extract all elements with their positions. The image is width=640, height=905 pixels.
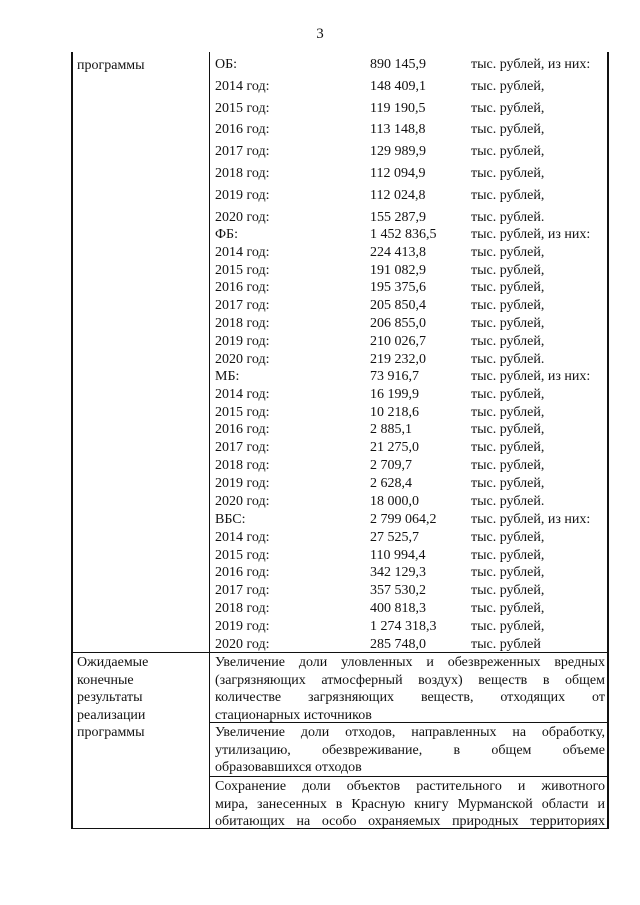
row-value: 205 850,4	[370, 298, 426, 314]
row-unit: тыс. рублей,	[471, 280, 545, 296]
row-value: 285 748,0	[370, 636, 426, 652]
funding-year-row	[215, 582, 605, 600]
result-line: Увеличение доли уловленных и обезвреженных вредных	[215, 655, 605, 670]
row-unit: тыс. рублей,	[471, 475, 545, 491]
row-label: 2016 год:	[215, 565, 270, 581]
row-label: 2015 год:	[215, 547, 270, 563]
row-value: 1 274 318,3	[370, 618, 437, 634]
funding-year-row	[215, 493, 605, 511]
row-label: ВБС:	[215, 512, 246, 527]
funding-year-row	[215, 262, 605, 280]
result-item	[215, 654, 605, 724]
funding-source-row	[215, 511, 605, 529]
row-value: 2 628,4	[370, 475, 412, 491]
row-value: 112 094,9	[370, 166, 426, 181]
row-unit: тыс. рублей,	[471, 333, 545, 349]
row-value: 155 287,9	[370, 209, 426, 225]
funding-year-row	[215, 439, 605, 457]
row-unit: тыс. рублей, из них:	[471, 512, 591, 527]
funding-year-row	[215, 244, 605, 262]
row-value: 129 989,9	[370, 144, 426, 160]
row-unit: тыс. рублей,	[471, 618, 545, 634]
row-unit: тыс. рублей,	[471, 440, 545, 456]
funding-year-row	[215, 315, 605, 333]
funding-year-row	[215, 547, 605, 565]
row-label: 2015 год:	[215, 262, 270, 278]
row-label: ФБ:	[215, 227, 238, 242]
row-value: 342 129,3	[370, 565, 426, 581]
row-label: 2017 год:	[215, 298, 270, 314]
funding-year-row	[215, 475, 605, 493]
row-label: 2019 год:	[215, 475, 270, 491]
row-value: 2 885,1	[370, 422, 412, 438]
result-line: (загрязняющих атмосферный воздух) веществ в общем	[215, 672, 605, 688]
row-label: 2020 год:	[215, 493, 270, 509]
row-unit: тыс. рублей,	[471, 100, 545, 116]
results-label-line: конечные	[77, 672, 134, 688]
row-unit: тыс. рублей, из них:	[471, 227, 591, 242]
results-label	[77, 654, 207, 742]
funding-year-row	[215, 351, 605, 369]
results-label-line: программы	[77, 725, 145, 740]
funding-year-row	[215, 404, 605, 422]
row-label: 2018 год:	[215, 458, 270, 473]
row-value: 112 024,8	[370, 187, 426, 203]
row-unit: тыс. рублей.	[471, 351, 545, 367]
row-value: 195 375,6	[370, 280, 426, 296]
row-value: 2 709,7	[370, 458, 412, 473]
row-unit: тыс. рублей,	[471, 244, 545, 260]
row-value: 219 232,0	[370, 351, 426, 367]
funding-row-label: программы	[77, 58, 145, 73]
funding-year-row	[215, 209, 605, 227]
funding-source-row	[215, 226, 605, 244]
row-value: 113 148,8	[370, 122, 426, 138]
row-unit: тыс. рублей,	[471, 601, 545, 616]
row-label: 2016 год:	[215, 122, 270, 138]
funding-year-row	[215, 165, 605, 183]
funding-year-row	[215, 421, 605, 439]
row-label: 2020 год:	[215, 209, 270, 225]
funding-year-row	[215, 78, 605, 96]
row-label: 2020 год:	[215, 351, 270, 367]
row-unit: тыс. рублей,	[471, 187, 545, 203]
result-line: Увеличение доли отходов, направленных на обработку,	[215, 725, 605, 740]
row-unit: тыс. рублей, из них:	[471, 369, 591, 384]
result-line: Сохранение доли объектов растительного и животного	[215, 779, 605, 794]
result-item	[215, 778, 605, 831]
row-unit: тыс. рублей,	[471, 458, 545, 473]
row-unit: тыс. рублей.	[471, 209, 545, 225]
row-unit: тыс. рублей,	[471, 262, 545, 278]
funding-year-row	[215, 600, 605, 618]
row-unit: тыс. рублей,	[471, 583, 545, 599]
row-value: 110 994,4	[370, 547, 426, 563]
row-unit: тыс. рублей	[471, 636, 541, 652]
result-item	[215, 724, 605, 777]
page-number: 3	[316, 26, 324, 42]
row-label: 2016 год:	[215, 280, 270, 296]
funding-year-row	[215, 187, 605, 205]
row-unit: тыс. рублей,	[471, 298, 545, 314]
row-value: 119 190,5	[370, 100, 426, 116]
funding-source-row	[215, 56, 605, 74]
result-line: обитающих на особо охраняемых природных территориях	[215, 814, 605, 829]
funding-year-row	[215, 279, 605, 297]
row-label: 2018 год:	[215, 316, 270, 331]
row-unit: тыс. рублей,	[471, 386, 545, 402]
results-label-line: реализации	[77, 707, 146, 723]
row-label: 2018 год:	[215, 601, 270, 616]
row-unit: тыс. рублей,	[471, 122, 545, 138]
funding-year-row	[215, 636, 605, 654]
row-label: 2016 год:	[215, 422, 270, 438]
row-label: 2020 год:	[215, 636, 270, 652]
row-label: 2017 год:	[215, 144, 270, 160]
result-line: стационарных источников	[215, 707, 372, 723]
row-value: 148 409,1	[370, 78, 426, 94]
result-line: утилизацию, обезвреживание, в общем объеме	[215, 742, 605, 758]
row-value: 890 145,9	[370, 57, 426, 72]
funding-year-row	[215, 386, 605, 404]
funding-year-row	[215, 100, 605, 118]
row-value: 16 199,9	[370, 386, 419, 402]
row-label: 2018 год:	[215, 166, 270, 181]
funding-year-row	[215, 529, 605, 547]
row-label: 2017 год:	[215, 583, 270, 599]
row-label: 2015 год:	[215, 404, 270, 420]
funding-source-row	[215, 368, 605, 386]
row-unit: тыс. рублей,	[471, 78, 545, 94]
row-value: 191 082,9	[370, 262, 426, 278]
row-value: 27 525,7	[370, 529, 419, 545]
row-unit: тыс. рублей,	[471, 529, 545, 545]
row-label: 2019 год:	[215, 333, 270, 349]
row-unit: тыс. рублей,	[471, 565, 545, 581]
funding-year-row	[215, 564, 605, 582]
row-label: 2014 год:	[215, 78, 270, 94]
row-label: 2014 год:	[215, 529, 270, 545]
results-label-line: Ожидаемые	[77, 655, 149, 670]
row-value: 18 000,0	[370, 493, 419, 509]
row-value: 1 452 836,5	[370, 227, 437, 242]
funding-year-row	[215, 297, 605, 315]
row-value: 210 026,7	[370, 333, 426, 349]
row-value: 2 799 064,2	[370, 512, 437, 527]
funding-year-row	[215, 457, 605, 475]
funding-year-row	[215, 618, 605, 636]
result-line: мира, занесенных в Красную книгу Мурманской области и	[215, 796, 605, 812]
row-unit: тыс. рублей,	[471, 166, 545, 181]
row-unit: тыс. рублей, из них:	[471, 57, 591, 72]
funding-year-row	[215, 333, 605, 351]
results-label-line: результаты	[77, 690, 143, 705]
row-label: 2019 год:	[215, 187, 270, 203]
row-value: 400 818,3	[370, 601, 426, 616]
row-unit: тыс. рублей,	[471, 547, 545, 563]
row-value: 73 916,7	[370, 369, 419, 384]
row-label: 2017 год:	[215, 440, 270, 456]
row-value: 206 855,0	[370, 316, 426, 331]
funding-year-row	[215, 121, 605, 139]
row-value: 21 275,0	[370, 440, 419, 456]
row-label: 2014 год:	[215, 244, 270, 260]
row-unit: тыс. рублей,	[471, 144, 545, 160]
row-label: 2019 год:	[215, 618, 270, 634]
row-value: 224 413,8	[370, 244, 426, 260]
row-unit: тыс. рублей,	[471, 422, 545, 438]
row-value: 357 530,2	[370, 583, 426, 599]
row-unit: тыс. рублей.	[471, 493, 545, 509]
row-unit: тыс. рублей,	[471, 404, 545, 420]
funding-year-row	[215, 143, 605, 161]
row-label: МБ:	[215, 369, 240, 384]
row-label: ОБ:	[215, 57, 238, 72]
row-label: 2014 год:	[215, 386, 270, 402]
row-label: 2015 год:	[215, 100, 270, 116]
row-unit: тыс. рублей,	[471, 316, 545, 331]
result-line: образовавшихся отходов	[215, 760, 362, 775]
result-line: количестве загрязняющих веществ, отходящих от	[215, 690, 605, 705]
row-value: 10 218,6	[370, 404, 419, 420]
